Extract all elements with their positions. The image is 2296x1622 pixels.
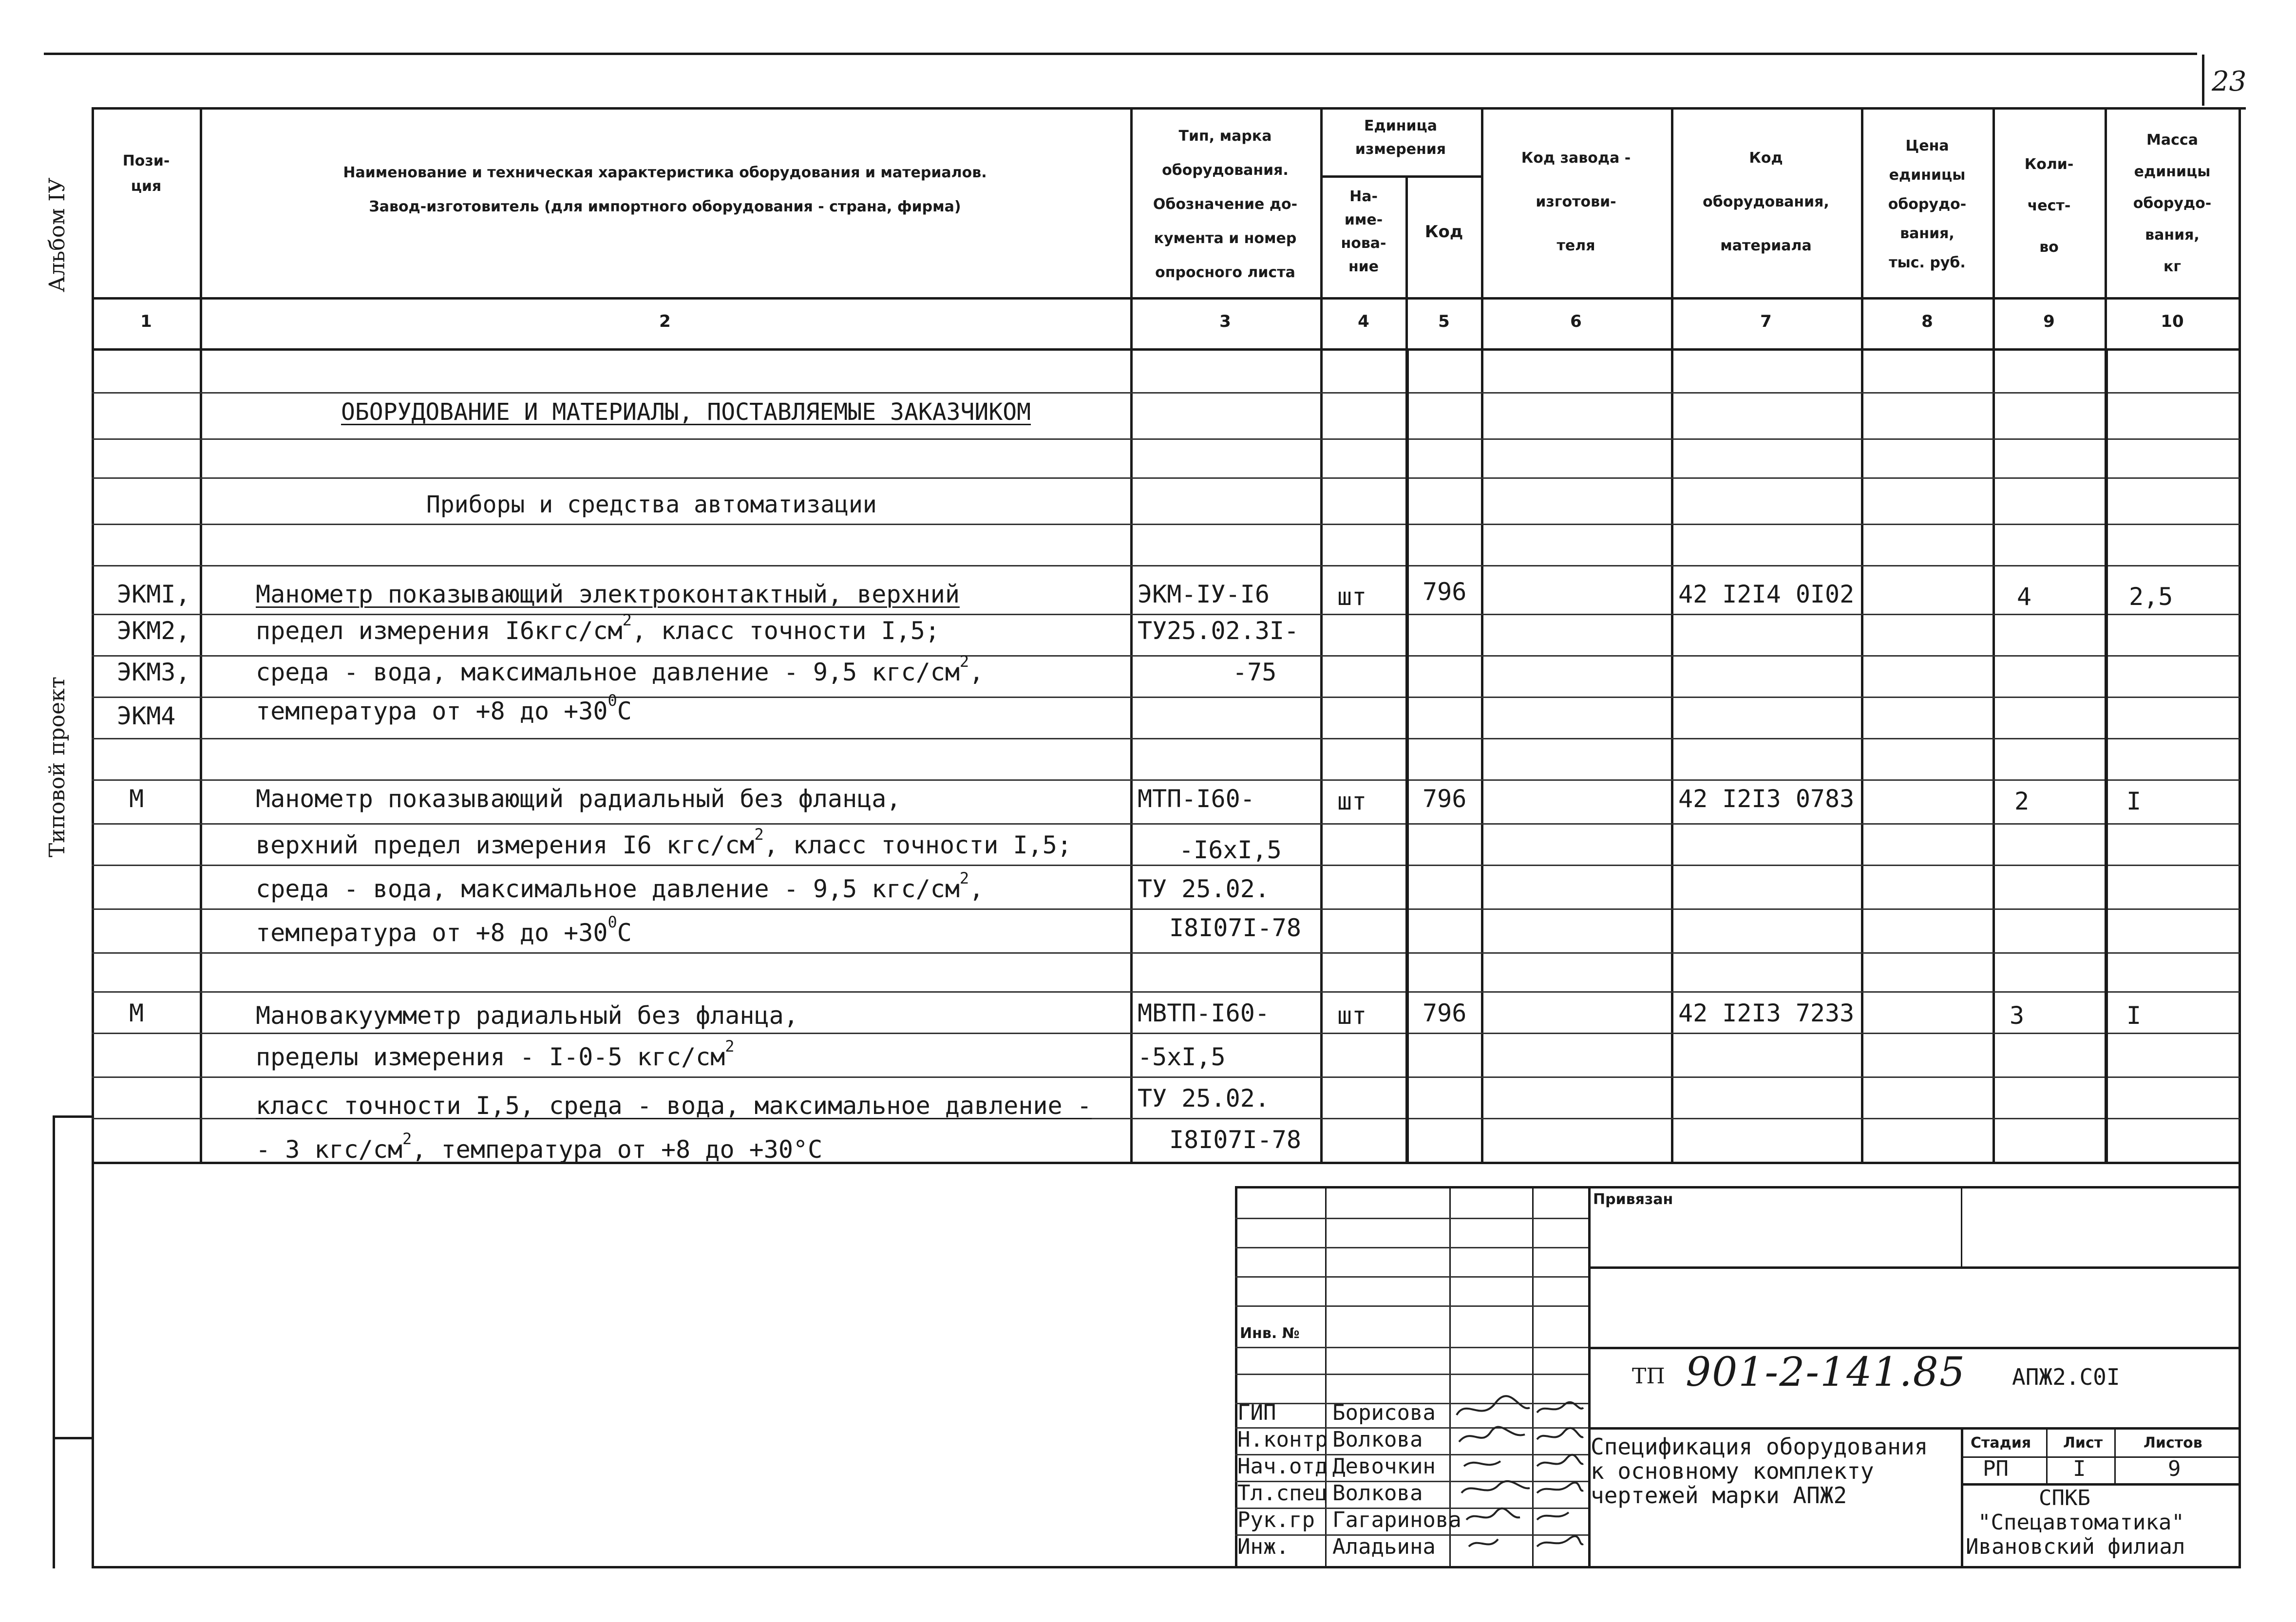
item3-code: 42 I2I3 7233 bbox=[1678, 999, 1855, 1027]
stamp-top bbox=[1235, 1186, 2241, 1188]
item1-type-3: -75 bbox=[1233, 658, 1277, 686]
item1-pos-1: ЭКМI, bbox=[117, 580, 190, 608]
stamp-row bbox=[1235, 1276, 1588, 1278]
item2-desc-1: Манометр показывающий радиальный без фланца, bbox=[256, 785, 901, 813]
bold-frame-right bbox=[2105, 348, 2108, 1162]
item3-desc-3: класс точности I,5, среда - вода, максимальное давление - bbox=[256, 1092, 1092, 1120]
stamp-row bbox=[1235, 1374, 1588, 1375]
item1-desc-2: предел измерения $I6кгс/см^2$, класс точности I,5; bbox=[256, 611, 940, 645]
col-sep-1 bbox=[200, 107, 202, 1164]
name-6: Аладьина bbox=[1332, 1534, 1436, 1559]
project-label: Типовой проект bbox=[45, 677, 70, 857]
table-left-border bbox=[92, 107, 94, 1568]
item3-desc-2: пределы измерения - I-0-5 кгс/$см^2$ bbox=[256, 1037, 735, 1071]
item3-unit-code: 796 bbox=[1423, 999, 1467, 1027]
item1-quantity: 4 bbox=[2017, 583, 2032, 611]
stamp-col-d bbox=[1588, 1186, 1591, 1566]
row-line bbox=[92, 991, 2240, 993]
table-bottom-border bbox=[92, 1566, 2241, 1568]
role-gip: ГИП bbox=[1237, 1400, 1276, 1425]
stamp-row bbox=[1235, 1347, 1588, 1348]
stamp-row bbox=[1235, 1305, 1588, 1307]
table-right-border bbox=[2239, 107, 2241, 1568]
header-col4: На- име- нова- ние bbox=[1341, 188, 1386, 275]
row-line bbox=[92, 738, 2240, 739]
item2-pos: М bbox=[129, 785, 144, 813]
stamp-col-a bbox=[1325, 1186, 1327, 1566]
item1-pos-3: ЭКМ3, bbox=[117, 658, 190, 686]
row-line bbox=[92, 524, 2240, 525]
row-line bbox=[92, 1033, 2240, 1034]
header-col9: Коли- чест- во bbox=[2024, 156, 2074, 256]
item3-pos: М bbox=[129, 999, 144, 1027]
item3-desc-4: - 3 кгс/$см^2$, температура от +8 до +30°С bbox=[256, 1130, 823, 1164]
row-line bbox=[92, 779, 2240, 781]
org-line-3: Ивановский филиал bbox=[1966, 1534, 2185, 1559]
doc-title-2: к основному комплекту bbox=[1591, 1458, 1874, 1484]
header-col2: Наименование и техническая характеристика оборудования и материалов. Завод-изготовитель (для импортного оборудования - страна, фирма) bbox=[343, 164, 987, 215]
colnum-2: 2 bbox=[659, 312, 671, 331]
colnum-1: 1 bbox=[140, 312, 152, 331]
item1-unit: шт bbox=[1337, 583, 1367, 611]
sheet-value: I bbox=[2073, 1456, 2086, 1481]
stamp-row bbox=[1235, 1247, 1588, 1248]
item2-desc-2: верхний предел измерения I6 кгс/$см^2$, класс точности I,5; bbox=[256, 825, 1072, 859]
item1-mass: 2,5 bbox=[2129, 583, 2173, 611]
stamp-code-bottom bbox=[1588, 1427, 2241, 1430]
row-line bbox=[92, 1076, 2240, 1078]
item2-type-3: ТУ 25.02. bbox=[1138, 875, 1270, 903]
role-nachotd: Нач.отд bbox=[1237, 1454, 1328, 1479]
org-line-1: СПКБ bbox=[2039, 1486, 2090, 1510]
item2-quantity: 2 bbox=[2014, 787, 2030, 815]
doc-title-1: Спецификация оборудования bbox=[1591, 1433, 1928, 1460]
colnum-7: 7 bbox=[1760, 312, 1772, 331]
name-4: Волкова bbox=[1332, 1481, 1423, 1506]
sheet-number-box-left bbox=[2202, 55, 2204, 106]
item1-type-2: ТУ25.02.3I- bbox=[1138, 617, 1299, 645]
item3-unit: шт bbox=[1337, 1001, 1367, 1030]
inv-no-label: Инв. № bbox=[1240, 1325, 1300, 1342]
colnum-6: 6 bbox=[1570, 312, 1582, 331]
item1-type-1: ЭКМ-IУ-I6 bbox=[1138, 580, 1270, 608]
item3-mass: I bbox=[2126, 1001, 2142, 1030]
item2-type-1: МТП-I60- bbox=[1138, 785, 1255, 813]
role-inzh: Инж. bbox=[1237, 1534, 1289, 1559]
colnum-10: 10 bbox=[2161, 312, 2184, 331]
item3-type-1: МВТП-I60- bbox=[1138, 999, 1270, 1027]
doc-code-prefix: ТП bbox=[1632, 1364, 1665, 1389]
colnum-9: 9 bbox=[2043, 312, 2055, 331]
table-top-border bbox=[93, 107, 2246, 110]
doc-code: 901-2-141.85 bbox=[1686, 1349, 1966, 1396]
header-bottom bbox=[92, 297, 2241, 300]
binding-strip-top bbox=[53, 1115, 94, 1118]
stage-value: РП bbox=[1983, 1456, 2009, 1481]
stamp-privyazan-divider bbox=[1961, 1186, 1962, 1266]
stage-label: Стадия bbox=[1971, 1434, 2031, 1452]
sheets-label: Листов bbox=[2144, 1434, 2202, 1452]
stage-box-left bbox=[1961, 1427, 1963, 1566]
colnum-5: 5 bbox=[1438, 312, 1450, 331]
section-title: ОБОРУДОВАНИЕ И МАТЕРИАЛЫ, ПОСТАВЛЯЕМЫЕ ЗАКАЗЧИКОМ bbox=[341, 398, 1031, 426]
binding-strip-left bbox=[53, 1115, 55, 1568]
item3-type-4: I8I07I-78 bbox=[1169, 1126, 1301, 1154]
stamp-row bbox=[1235, 1218, 1588, 1219]
header-unit-group: Единица измерения bbox=[1355, 117, 1446, 158]
header-col7: Код оборудования, материала bbox=[1703, 150, 1829, 254]
item1-pos-4: ЭКМ4 bbox=[117, 702, 176, 730]
row-line bbox=[92, 952, 2240, 954]
subsection-title: Приборы и средства автоматизации bbox=[426, 491, 877, 518]
item1-desc-4: температура от +8 до $+30^0С$ bbox=[256, 691, 632, 725]
row-line bbox=[92, 908, 2240, 910]
row-line bbox=[92, 477, 2240, 479]
colnum-3: 3 bbox=[1219, 312, 1231, 331]
item1-desc-1: Манометр показывающий электроконтактный, верхний bbox=[256, 580, 960, 608]
header-col6: Код завода - изготови- теля bbox=[1521, 150, 1631, 254]
sheet-label: Лист bbox=[2063, 1434, 2103, 1452]
stage-row-2 bbox=[1961, 1483, 2241, 1486]
bold-frame-left bbox=[1405, 348, 1409, 1162]
name-5: Гагаринова bbox=[1332, 1508, 1461, 1532]
item2-type-2: -I6xI,5 bbox=[1179, 836, 1282, 864]
item2-mass: I bbox=[2126, 787, 2142, 815]
unit-group-divider bbox=[1320, 175, 1481, 178]
item2-type-4: I8I07I-78 bbox=[1169, 914, 1301, 942]
item1-code: 42 I2I4 0I02 bbox=[1678, 580, 1855, 608]
item3-desc-1: Мановакуумметр радиальный без фланца, bbox=[256, 1001, 798, 1030]
org-line-2: "Спецавтоматика" bbox=[1978, 1510, 2184, 1535]
stage-col-1 bbox=[2046, 1427, 2048, 1483]
doc-mark: АПЖ2.С0I bbox=[2012, 1364, 2120, 1390]
header-col1: Пози- ция bbox=[122, 152, 170, 195]
header-col8: Цена единицы оборудо- вания, тыс. руб. bbox=[1888, 137, 1967, 271]
item2-code: 42 I2I3 0783 bbox=[1678, 785, 1855, 813]
sheets-value: 9 bbox=[2168, 1456, 2181, 1481]
binding-strip-mid bbox=[53, 1437, 94, 1439]
item3-type-3: ТУ 25.02. bbox=[1138, 1084, 1270, 1113]
colnum-4: 4 bbox=[1358, 312, 1369, 331]
doc-title-3: чертежей марки АПЖ2 bbox=[1591, 1482, 1847, 1509]
item2-desc-3: среда - вода, максимальное давление - 9,5 кгс/$см^2$, bbox=[256, 869, 984, 903]
row-line bbox=[92, 438, 2240, 440]
signatures-image bbox=[1452, 1393, 1588, 1564]
header-col3: Тип, марка оборудования. Обозначение до- кумента и номер опросного листа bbox=[1153, 128, 1298, 281]
item3-type-2: -5xI,5 bbox=[1138, 1043, 1226, 1071]
sheet-number: 23 bbox=[2212, 66, 2247, 97]
header-col5: Код bbox=[1424, 222, 1463, 242]
role-glspec: Тл.спец bbox=[1237, 1481, 1328, 1506]
header-col10: Масса единицы оборудо- вания, кг bbox=[2133, 132, 2212, 275]
item1-unit-code: 796 bbox=[1423, 578, 1467, 606]
item1-pos-2: ЭКМ2, bbox=[117, 617, 190, 645]
colnum-8: 8 bbox=[1921, 312, 1933, 331]
privyazan-label: Привязан bbox=[1593, 1191, 1673, 1208]
item1-desc-3: среда - вода, максимальное давление - 9,5 кгс/$см^2$, bbox=[256, 652, 984, 686]
colnum-bottom bbox=[92, 348, 2241, 351]
name-1: Борисова bbox=[1332, 1400, 1436, 1425]
item2-desc-4: температура от +8 до $+30^0С$ bbox=[256, 913, 632, 947]
item3-quantity: 3 bbox=[2010, 1001, 2025, 1030]
role-nkontr: Н.контр bbox=[1237, 1427, 1328, 1452]
row-line bbox=[92, 823, 2240, 825]
row-line bbox=[92, 565, 2240, 566]
stamp-privyazan-bottom bbox=[1588, 1266, 2241, 1269]
name-3: Девочкин bbox=[1332, 1454, 1436, 1479]
role-rukgr: Рук.гр bbox=[1237, 1508, 1315, 1532]
album-label: Альбом IУ bbox=[45, 177, 70, 292]
row-line bbox=[92, 655, 2240, 657]
row-line bbox=[92, 865, 2240, 866]
item2-unit: шт bbox=[1337, 787, 1367, 815]
top-border bbox=[44, 53, 2197, 55]
item2-unit-code: 796 bbox=[1423, 785, 1467, 813]
row-line bbox=[92, 392, 2240, 394]
row-line bbox=[92, 614, 2240, 615]
name-2: Волкова bbox=[1332, 1427, 1423, 1452]
stage-col-2 bbox=[2114, 1427, 2116, 1483]
